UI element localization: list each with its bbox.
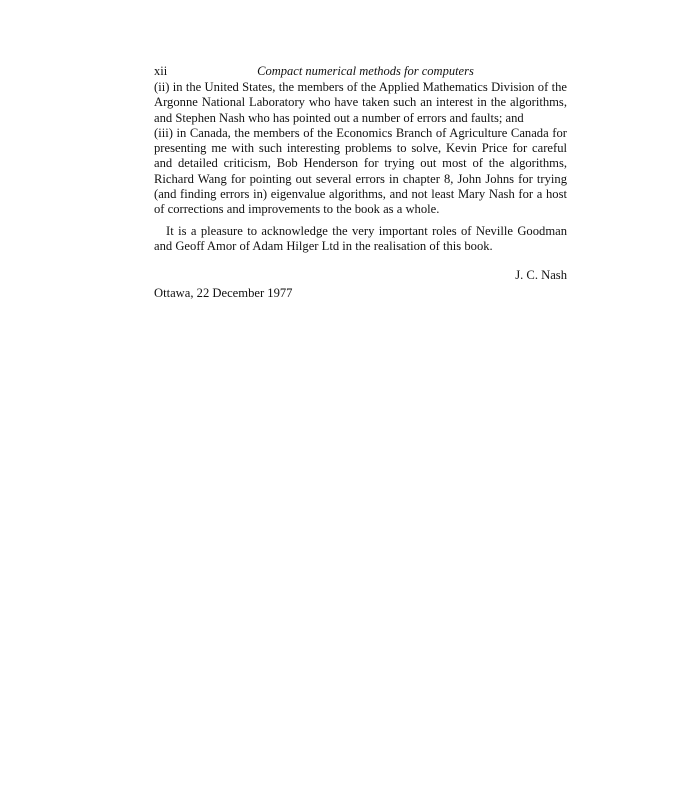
paragraph-canada: (iii) in Canada, the members of the Economics Branch of Agriculture Canada for presenting me with such interesting problems to solve, Kevin Price for careful and detailed criticism, Bob Henderson for trying out most of the algorithms, Richard Wang for pointing out several errors in chapter 8, John Johns for trying (and finding errors in) eigenvalue algorithms, and not least Mary Nash for a host of corrections and improvements to the book as a whole.: [154, 125, 567, 217]
running-header: [154, 62, 567, 80]
page-number: xii: [154, 64, 168, 78]
place-and-date: Ottawa, 22 December 1977: [154, 285, 293, 300]
paragraph-acknowledge-publisher: It is a pleasure to acknowledge the very important roles of Neville Goodman and Geoff Amor of Adam Hilger Ltd in the realisation of this book.: [154, 223, 567, 253]
author-signature: J. C. Nash: [515, 268, 567, 283]
book-page: [154, 62, 567, 301]
book-title: Compact numerical methods for computers: [257, 64, 474, 78]
paragraph-united-states: (ii) in the United States, the members of the Applied Mathematics Division of the Argonne National Laboratory who have taken such an interest in the algorithms, and Stephen Nash who has pointed out a number of errors and faults; and: [154, 80, 567, 125]
acknowledgements-text: [154, 80, 567, 254]
